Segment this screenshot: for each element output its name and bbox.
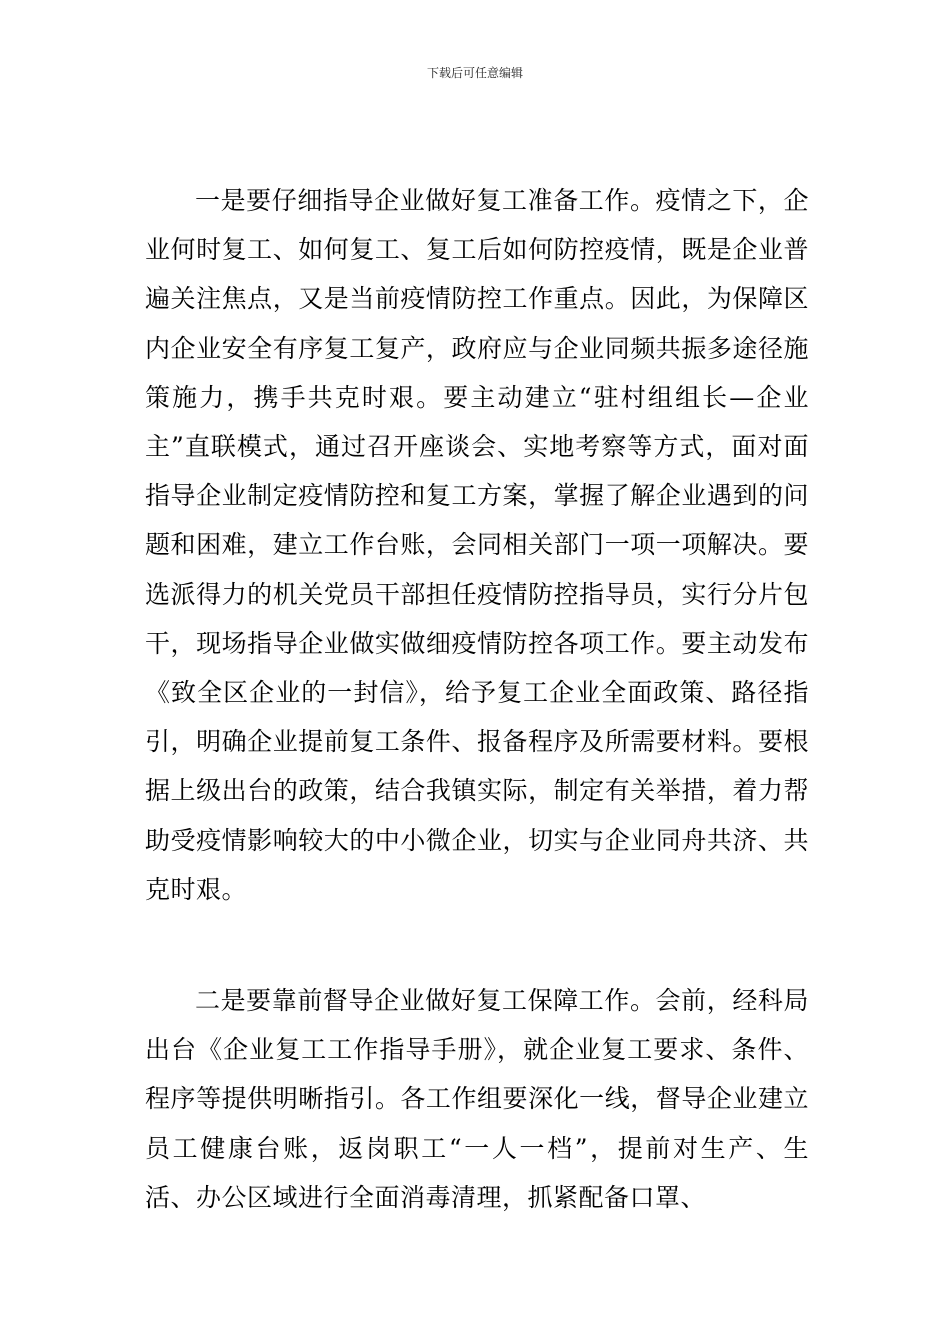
page-header: 下载后可任意编辑 [426,66,523,80]
document-body [145,176,809,1222]
paragraph-2: 二是要靠前督导企业做好复工保障工作。会前，经科局出台《企业复工工作指导手册》，就企业复工要求、条件、程序等提供明晰指引。各工作组要深化一线，督导企业建立员工健康台账，返岗职工“一人一档”，提前对生产、生活、办公区域进行全面消毒清理，抓紧配备口罩、 [145,986,809,1212]
paragraph-1: 一是要仔细指导企业做好复工准备工作。疫情之下，企业何时复工、如何复工、复工后如何防控疫情，既是企业普遍关注焦点，又是当前疫情防控工作重点。因此，为保障区内企业安全有序复工复产，政府应与企业同频共振多途径施策施力，携手共克时艰。要主动建立“驻村组组长—企业主”直联模式，通过召开座谈会、实地考察等方式，面对面指导企业制定疫情防控和复工方案，掌握了解企业遇到的问题和困难，建立工作台账，会同相关部门一项一项解决。要选派得力的机关党员干部担任疫情防控指导员，实行分片包干，现场指导企业做实做细疫情防控各项工作。要主动发布《致全区企业的一封信》，给予复工企业全面政策、路径指引，明确企业提前复工条件、报备程序及所需要材料。要根据上级出台的政策，结合我镇实际，制定有关举措，着力帮助受疫情影响较大的中小微企业，切实与企业同舟共济、共克时艰。 [145,186,809,904]
paragraph-gap [145,914,809,976]
